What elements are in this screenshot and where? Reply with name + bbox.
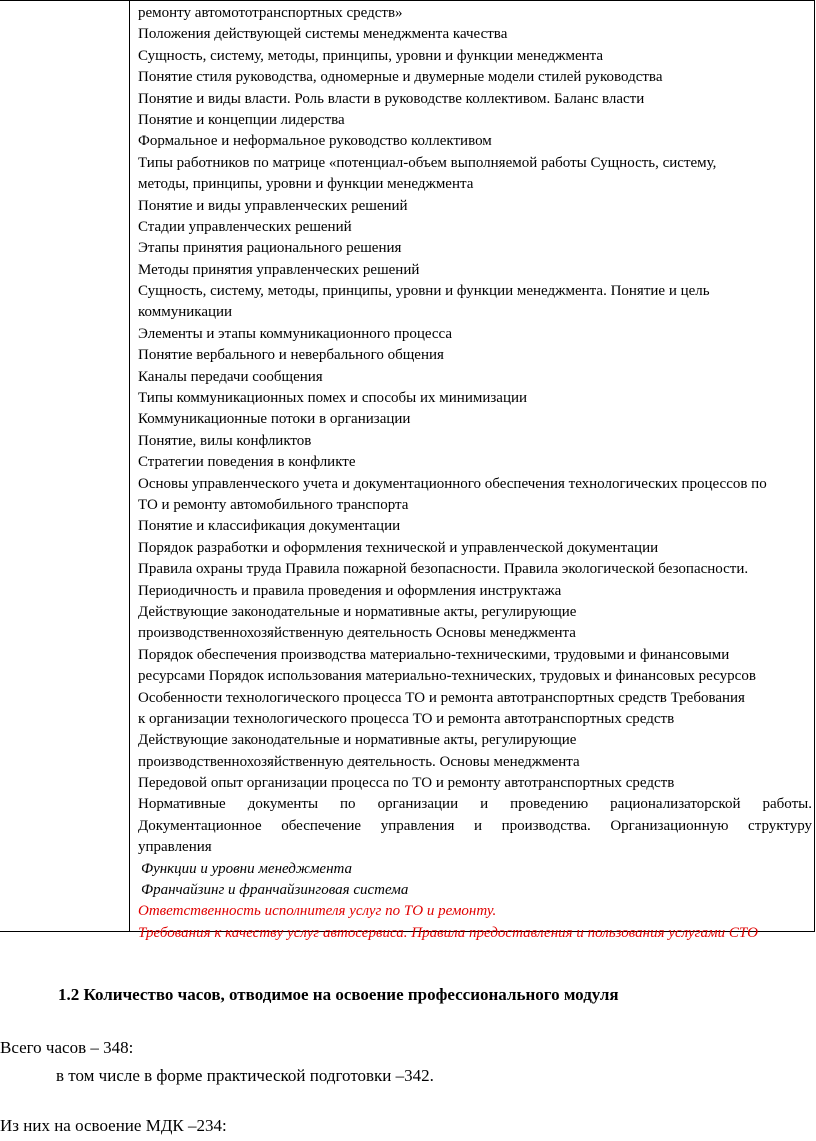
topic-word: структуру [748, 817, 812, 834]
topic-line: Понятие и концепции лидерства [138, 111, 345, 128]
topic-line: Основы управленческого учета и документационного обеспечения технологических процессов по [138, 475, 767, 492]
table-column-divider [129, 1, 130, 932]
topic-word: и [480, 796, 489, 813]
topic-word: производства. [501, 817, 591, 834]
topic-line: Методы принятия управленческих решений [138, 261, 420, 278]
topic-word: по [340, 796, 356, 813]
topic-line: Элементы и этапы коммуникационного процесса [138, 325, 453, 342]
topic-line: Понятие стиля руководства, одномерные и двумерные модели стилей руководства [138, 69, 663, 86]
topic-word: работы. [762, 796, 812, 813]
topic-line: Формальное и неформальное руководство коллективом [138, 133, 492, 150]
topic-line: управления [138, 839, 212, 856]
topic-line: Особенности технологического процесса ТО и ремонта автотранспортных средств Требования [138, 689, 745, 706]
topic-word: проведению [510, 796, 589, 813]
topic-line: Действующие законодательные и нормативные акты, регулирующие [138, 732, 577, 749]
topic-line: Порядок обеспечения производства материально-техническими, трудовыми и финансовыми [138, 646, 730, 663]
topic-line: Порядок разработки и оформления технической и управленческой документации [138, 539, 659, 556]
topic-word: Документационное [138, 817, 262, 834]
topic-line-italic: Функции и уровни менеджмента [141, 860, 353, 877]
topic-line: Действующие законодательные и нормативные акты, регулирующие [138, 603, 577, 620]
topic-line: Понятие вербального и невербального общения [138, 347, 444, 364]
topic-line: Сущность, систему, методы, принципы, уровни и функции менеджмента [138, 47, 604, 64]
topic-line: Типы коммуникационных помех и способы их минимизации [138, 390, 528, 407]
topic-line: Понятие и виды управленческих решений [138, 197, 408, 214]
topic-word: рационализаторской [610, 796, 741, 813]
topic-line: Сущность, систему, методы, принципы, уровни и функции менеджмента. Понятие и цель [138, 283, 710, 300]
topic-line: Стратегии поведения в конфликте [138, 454, 356, 471]
topic-line: Каналы передачи сообщения [138, 368, 323, 385]
topic-line: коммуникации [138, 304, 233, 321]
topic-line-italic: Франчайзинг и франчайзинговая система [141, 882, 409, 899]
topic-line: Правила охраны труда Правила пожарной безопасности. Правила экологической безопасности. [138, 561, 749, 578]
topic-line: Передовой опыт организации процесса по ТО и ремонту автотранспортных средств [138, 775, 675, 792]
topic-line-highlighted: Требования к качеству услуг автосервиса. Правила предоставления и пользования услугами СТО [138, 924, 758, 941]
topic-line: Типы работников по матрице «потенциал-объем выполняемой работы Сущность, систему, [138, 154, 717, 171]
topic-line: методы, принципы, уровни и функции менеджмента [138, 176, 474, 193]
topics-cell [138, 3, 812, 944]
topic-line: Этапы принятия рационального решения [138, 240, 402, 257]
topic-word: и [473, 817, 482, 834]
topic-word: обеспечение [281, 817, 362, 834]
topic-line: Стадии управленческих решений [138, 218, 352, 235]
total-hours: Всего часов – 348: [0, 1038, 134, 1057]
topic-line: производственнохозяйственную деятельность. Основы менеджмента [138, 753, 580, 770]
topic-line-justified [138, 816, 812, 837]
mdk-hours: Из них на освоение МДК –234: [0, 1116, 227, 1135]
topic-word: Нормативные [138, 796, 226, 813]
practical-hours: в том числе в форме практической подготовки –342. [56, 1066, 434, 1085]
topic-word: документы [247, 796, 319, 813]
topic-line: ремонту автомототранспортных средств» [138, 5, 403, 21]
topic-line-highlighted: Ответственность исполнителя услуг по ТО и ремонту. [138, 903, 497, 920]
topic-word: Организационную [610, 817, 729, 834]
topic-line: Периодичность и правила проведения и оформления инструктажа [138, 582, 562, 599]
section-heading: 1.2 Количество часов, отводимое на освоение профессионального модуля [58, 985, 619, 1004]
topic-line: Коммуникационные потоки в организации [138, 411, 411, 428]
topic-line: ТО и ремонту автомобильного транспорта [138, 496, 409, 513]
topic-line: Положения действующей системы менеджмента качества [138, 26, 508, 43]
topic-line-justified [138, 794, 812, 815]
topic-line: Понятие и классификация документации [138, 518, 401, 535]
topic-line: к организации технологического процесса ТО и ремонта автотранспортных средств [138, 710, 675, 727]
topic-line: Понятие и виды власти. Роль власти в руководстве коллективом. Баланс власти [138, 90, 645, 107]
topic-word: управления [380, 817, 455, 834]
topic-line: Понятие, вилы конфликтов [138, 432, 312, 449]
topic-line: ресурсами Порядок использования материально-технических, трудовых и финансовых ресурсов [138, 668, 756, 685]
topic-line: производственнохозяйственную деятельность Основы менеджмента [138, 625, 576, 642]
topic-word: организации [377, 796, 459, 813]
